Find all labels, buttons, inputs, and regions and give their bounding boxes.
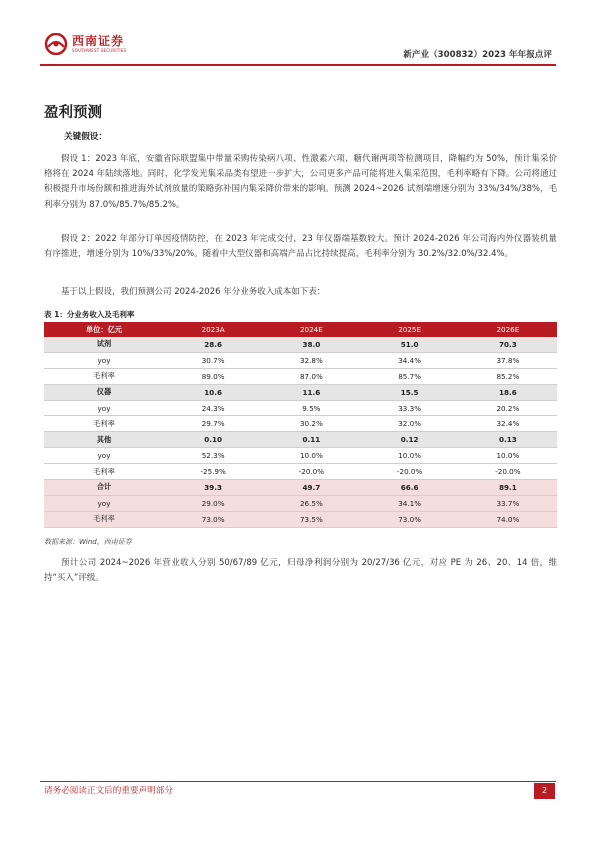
value-cell: 70.3 (459, 337, 557, 352)
value-cell: 15.5 (361, 384, 459, 400)
row-label-cell: 毛利率 (44, 511, 164, 527)
value-cell: 32.8% (262, 352, 360, 368)
footer-disclaimer: 请务必阅读正文后的重要声明部分 (44, 786, 173, 796)
page-number: 2 (534, 783, 555, 799)
table-row (44, 495, 557, 511)
table-title: 表 1：分业务收入及毛利率 (44, 310, 135, 319)
value-cell: 32.4% (459, 416, 557, 432)
table-header-row (44, 322, 557, 337)
section-title: 盈利预测 (44, 105, 102, 121)
value-cell: 33.7% (459, 495, 557, 511)
table-row (44, 511, 557, 527)
value-cell: 73.0% (361, 511, 459, 527)
table-header-cell: 2024E (262, 322, 360, 337)
table-header-cell: 2025E (361, 322, 459, 337)
table-row (44, 480, 557, 496)
value-cell: -20.0% (361, 464, 459, 480)
value-cell: 10.0% (262, 448, 360, 464)
value-cell: 11.6 (262, 384, 360, 400)
table-source-note: 数据来源：Wind，西南证券 (44, 538, 132, 546)
value-cell: 73.0% (164, 511, 262, 527)
value-cell: 32.0% (361, 416, 459, 432)
value-cell: -20.0% (262, 464, 360, 480)
row-label-cell: yoy (44, 495, 164, 511)
page-header (0, 0, 596, 70)
value-cell: 87.0% (262, 368, 360, 384)
value-cell: 30.7% (164, 352, 262, 368)
assumption-1-paragraph: 假设 1：2023 年底，安徽省际联盟集中带量采购传染病八项、性激素六项、糖代谢两项等检测项目，降幅约为 50%，预计集采价格将在 2024 年陆续落地。同时，化学发光集采品类有望进一步扩大，公司更多产品可能将进入集采范围，毛利率略有下降。公司将通过积极提升市场份额和推进海外试剂放量的策略弥补国内集采降价带来的影响。预测 2024~2026 试剂端增速分别为 33%/34%/38%，毛利率分别为 87.0%/85.7%/85.2%。 (44, 154, 557, 210)
table-intro-paragraph: 基于以上假设，我们预测公司 2024-2026 年分业务收入成本如下表： (61, 287, 326, 297)
logo-chinese-name: 西南证券 (72, 33, 125, 48)
row-label-cell: yoy (44, 400, 164, 416)
value-cell: 10.0% (361, 448, 459, 464)
value-cell: 10.6 (164, 384, 262, 400)
value-cell: 9.5% (262, 400, 360, 416)
table-row (44, 448, 557, 464)
table-row (44, 368, 557, 384)
table-body (44, 337, 557, 527)
value-cell: -20.0% (459, 464, 557, 480)
value-cell: 10.0% (459, 448, 557, 464)
value-cell: -25.9% (164, 464, 262, 480)
row-label-cell: 毛利率 (44, 464, 164, 480)
value-cell: 49.7 (262, 480, 360, 496)
value-cell: 26.5% (262, 495, 360, 511)
value-cell: 18.6 (459, 384, 557, 400)
forecast-conclusion-paragraph: 预计公司 2024~2026 年营业收入分别 50/67/89 亿元，归母净利润分别为 20/27/36 亿元，对应 PE 为 26、20、14 倍，维持“买入”评级。 (44, 558, 557, 584)
row-label-cell: 毛利率 (44, 368, 164, 384)
value-cell: 38.0 (262, 337, 360, 352)
table-row (44, 352, 557, 368)
row-label-cell: 仪器 (44, 384, 164, 400)
value-cell: 24.3% (164, 400, 262, 416)
table-row (44, 464, 557, 480)
table-header-cell: 单位：亿元 (44, 322, 164, 337)
value-cell: 20.2% (459, 400, 557, 416)
value-cell: 89.0% (164, 368, 262, 384)
value-cell: 0.13 (459, 432, 557, 448)
row-label-cell: 毛利率 (44, 416, 164, 432)
value-cell: 0.12 (361, 432, 459, 448)
row-label-cell: 试剂 (44, 337, 164, 352)
segment-revenue-table (44, 322, 557, 528)
assumption-2-paragraph: 假设 2：2022 年部分订单因疫情防控，在 2023 年完成交付，23 年仪器端基数较大。预计 2024-2026 年公司海内外仪器装机量有序推进，增速分别为 10%/33%/20%。随着中大型仪器和高端产品占比持续提高，毛利率分别为 30.2%/32.0%/32.4%。 (44, 234, 557, 260)
table-header-cell: 2023A (164, 322, 262, 337)
logo-english-name: SOUTHWEST SECURITIES (72, 47, 127, 53)
value-cell: 66.6 (361, 480, 459, 496)
table-row (44, 416, 557, 432)
value-cell: 39.3 (164, 480, 262, 496)
company-logo (44, 33, 126, 55)
logo-icon (44, 33, 68, 55)
report-title: 新产业（300832）2023 年年报点评 (403, 50, 552, 60)
table-row (44, 400, 557, 416)
value-cell: 85.7% (361, 368, 459, 384)
value-cell: 0.11 (262, 432, 360, 448)
value-cell: 34.4% (361, 352, 459, 368)
row-label-cell: yoy (44, 352, 164, 368)
value-cell: 33.3% (361, 400, 459, 416)
value-cell: 29.7% (164, 416, 262, 432)
value-cell: 52.3% (164, 448, 262, 464)
row-label-cell: 其他 (44, 432, 164, 448)
value-cell: 89.1 (459, 480, 557, 496)
header-divider (40, 64, 556, 66)
row-label-cell: yoy (44, 448, 164, 464)
value-cell: 29.0% (164, 495, 262, 511)
footer-divider (40, 781, 556, 782)
key-assumptions-label: 关键假设： (64, 132, 107, 142)
value-cell: 73.5% (262, 511, 360, 527)
value-cell: 74.0% (459, 511, 557, 527)
table-row (44, 384, 557, 400)
table-row (44, 432, 557, 448)
value-cell: 30.2% (262, 416, 360, 432)
table-header-cell: 2026E (459, 322, 557, 337)
value-cell: 28.6 (164, 337, 262, 352)
value-cell: 51.0 (361, 337, 459, 352)
value-cell: 0.10 (164, 432, 262, 448)
value-cell: 34.1% (361, 495, 459, 511)
table-row (44, 337, 557, 352)
value-cell: 85.2% (459, 368, 557, 384)
value-cell: 37.8% (459, 352, 557, 368)
row-label-cell: 合计 (44, 480, 164, 496)
